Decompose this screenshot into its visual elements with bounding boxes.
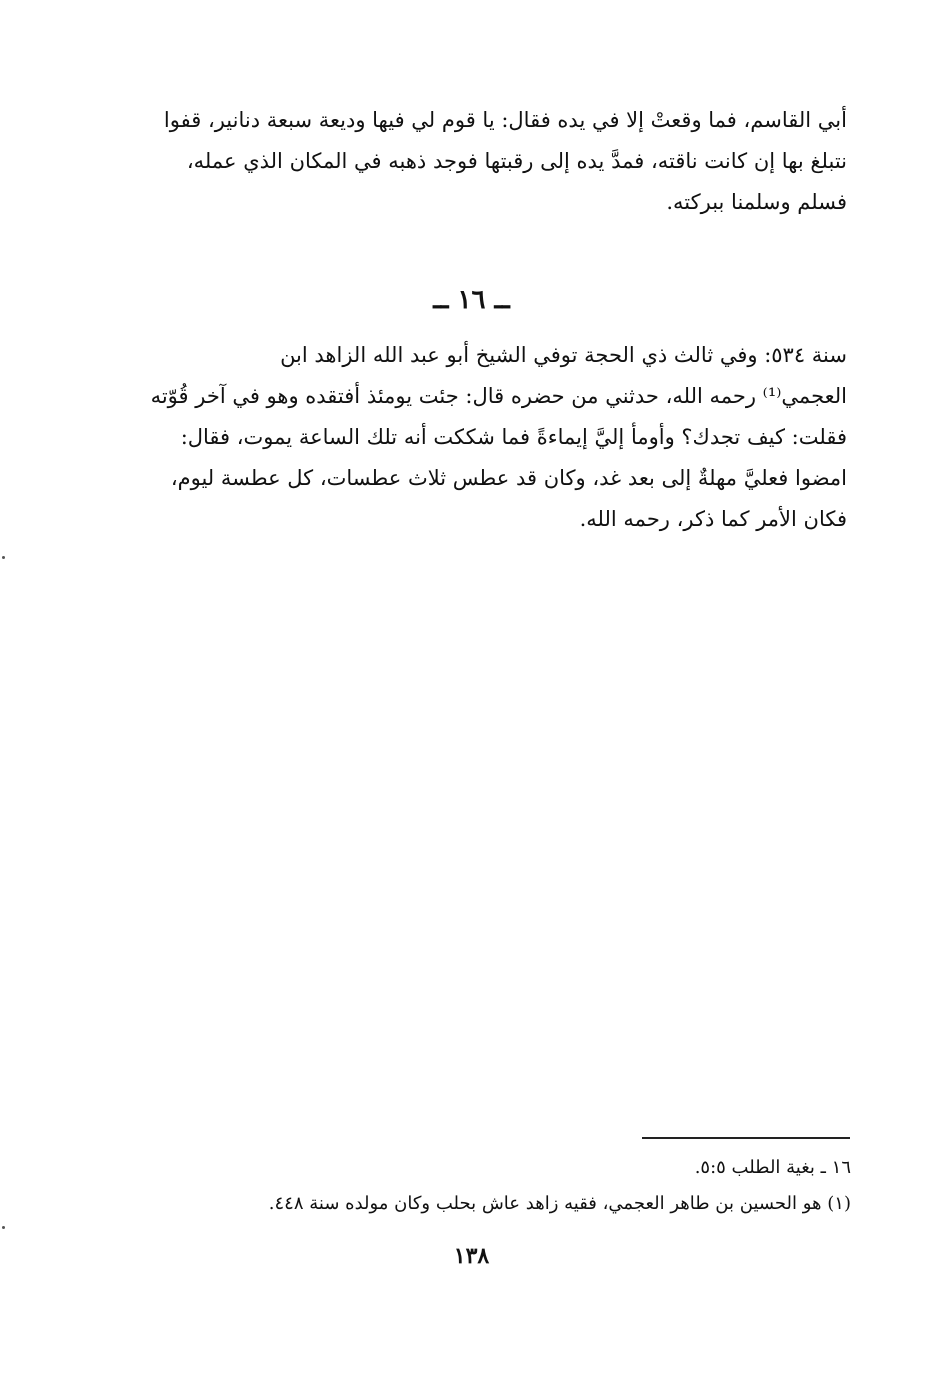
footnote-divider	[642, 1137, 850, 1139]
paragraph-line: فكان الأمر كما ذكر، رحمه الله.	[579, 507, 847, 531]
paragraph-line: أبي القاسم، فما وقعتْ إلا في يده فقال: يا قوم لي فيها وديعة سبعة دنانير، قفوا	[163, 108, 847, 132]
scan-speck	[2, 556, 5, 559]
section-number: ــ ١٦ ــ	[433, 285, 510, 315]
page-number: ١٣٨	[453, 1243, 490, 1269]
main-paragraph	[119, 335, 847, 540]
footnote-source: ١٦ ـ بغية الطلب ٥:٥.	[694, 1157, 851, 1178]
paragraph-line: نتبلغ بها إن كانت ناقته، فمدَّ يده إلى رقبتها فوجد ذهبه في المكان الذي عمله،	[186, 149, 847, 173]
paragraph-line: فقلت: كيف تجدك؟ وأومأ إليَّ إيماءةً فما شككت أنه تلك الساعة يموت، فقال:	[180, 425, 847, 449]
paragraph-line: امضوا فعليَّ مهلةٌ إلى بعد غد، وكان قد عطس ثلاث عطسات، كل عطسة ليوم،	[170, 466, 847, 490]
footnote-1: (١) هو الحسين بن طاهر العجمي، فقيه زاهد عاش بحلب وكان مولده سنة ٤٤٨.	[268, 1193, 851, 1214]
paragraph-line: فسلم وسلمنا ببركته.	[666, 190, 847, 214]
paragraph-line: العجمي⁽¹⁾ رحمه الله، حدثني من حضره قال: جئت يومئذ أفتقده وهو في آخر قُوّته	[150, 384, 847, 408]
footnotes	[131, 1150, 851, 1222]
paragraph-line: سنة ٥٣٤: وفي ثالث ذي الحجة توفي الشيخ أبو عبد الله الزاهد ابن	[280, 343, 847, 367]
top-paragraph	[119, 100, 847, 223]
scan-speck	[2, 1226, 5, 1229]
